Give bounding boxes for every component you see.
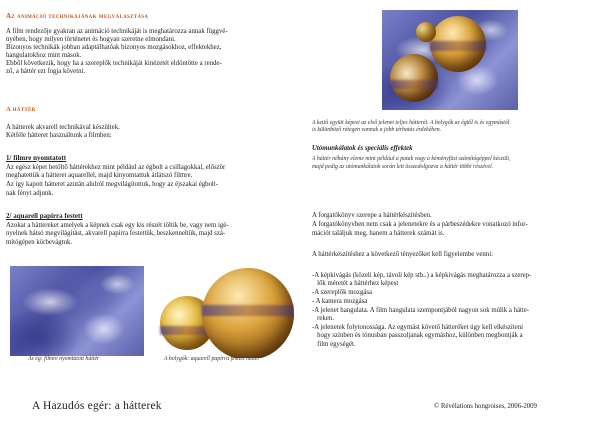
intro-line-5: Ebből következik, hogy ha a szereplők technikáját kinézetét eldöntötte a rende- bbox=[6, 60, 222, 67]
factor-line-2: lők méretét a háttérhez képest bbox=[312, 280, 399, 287]
factor-line-8: hogy színben és tónusban passzoljanak egymáshoz, különben megbontják a bbox=[312, 332, 523, 339]
copyright-notice: © Révélations hongroises, 2006-2009 bbox=[434, 403, 537, 410]
film-text-line-3: Az így kapott hátteret azután alulról megvilágítottuk, hogy az éjszakai égbolt- bbox=[6, 181, 218, 188]
intro-line-4: hangulatokhoz mint mások. bbox=[6, 52, 82, 59]
factors-intro: A háttérkészítéshez a következő tényezőket kell figyelembe venni: bbox=[312, 251, 493, 258]
script-text-line-2: A forgatókönyvben nem csak a jelenetekre és a párbeszédekre vonatkozó infor- bbox=[312, 221, 528, 228]
film-text-line-2: meghatettük a hátteret aquarellel, majd kinyomtattuk átlátszó filmre. bbox=[6, 172, 193, 179]
factor-line-7: -A jelenetek folytonossága. Az egymást követő hátteréket úgy kell elkészíteni bbox=[312, 324, 524, 331]
sky-image-caption: Az ég: filmre nyomtatott háttér bbox=[28, 356, 100, 362]
planets-image bbox=[158, 262, 294, 358]
script-text-line-3: mációt találjuk meg, hanem a hátterek számát is. bbox=[312, 230, 445, 237]
document-footer-title: A Hazudós egér: a hátterek bbox=[32, 400, 162, 412]
intro-line-6: ző, a háttér ezt fogja követni. bbox=[6, 68, 86, 75]
effects-text-line-2: majd pedig az utómunkálatok során lett összedolgozva a háttér többi részével. bbox=[312, 164, 494, 170]
scene-caption-line-1: A kettő együtt képezi az első jelenet teljes hátterét. A bolygók az égtől is és egymástól bbox=[312, 120, 510, 126]
combined-scene-image bbox=[382, 10, 518, 110]
factor-line-6: reken. bbox=[312, 315, 334, 322]
planets-image-caption: A bolygók: aquarell papírra festett háttér bbox=[164, 356, 260, 362]
subheading-film-printed: 1/ filmre nyomtatott bbox=[6, 154, 67, 162]
subheading-watercolor-paper: 2/ aquarell papírra festett bbox=[6, 212, 83, 220]
scene-caption-line-2: is különböző rétegen vannak a jobb térhatás érdekében. bbox=[312, 127, 442, 133]
intro-line-1: A film rendezője gyakran az animáció technikáját is meghatározza annak függvé- bbox=[6, 28, 228, 35]
factor-line-5: -A jelenet hangulata. A film hangulata szempontjából nagyon sok múlik a hátte- bbox=[312, 307, 530, 314]
paper-text-line-3: mítógépen körbevágtuk. bbox=[6, 239, 73, 246]
film-text-line-1: Az egész képet betöltő háttérekhez mint például az égbolt a csillagokkal, először bbox=[6, 164, 226, 171]
bg-intro-line-2: Kétféle hátteret használtunk a filmben: bbox=[6, 132, 112, 139]
paper-text-line-1: Azokat a háttereket amelyek a képnek csak egy kis részét töltik be, vagy nem igé- bbox=[6, 222, 229, 229]
paper-text-line-2: nyelnek hátsó megvilágítást, akvarell papírra festettük, beszkenneltük, majd szá- bbox=[6, 230, 226, 237]
film-text-line-4: nak fényt adjunk. bbox=[6, 190, 54, 197]
scene-planet-left bbox=[390, 54, 438, 102]
section-heading-background: A háttér bbox=[6, 106, 36, 113]
scene-planet-small bbox=[416, 22, 436, 42]
scene-planet-right bbox=[430, 16, 486, 72]
factor-line-1: -A képkivágás (közeli kép, távoli kép stb..) a képkivágás meghatározza a szerep- bbox=[312, 272, 532, 279]
intro-line-2: nyében, hogy milyen történetet és hogyan szeretne elmondani. bbox=[6, 36, 176, 43]
sky-watercolor-image bbox=[10, 266, 144, 356]
script-text-line-1: A forgatókönyv szerepe a háttérkészítésben. bbox=[312, 212, 432, 219]
effects-heading: Utómunkálatok és speciális effektek bbox=[312, 145, 413, 152]
intro-line-3: Bizonyos technikák jobban adaptálhatóak bizonyos mozgásokhoz, effektekhez, bbox=[6, 44, 222, 51]
large-planet bbox=[202, 268, 294, 358]
factor-line-4: - A kamera mozgása bbox=[312, 298, 368, 305]
factor-line-3: -A szereplők mozgása bbox=[312, 289, 373, 296]
effects-text-line-1: A háttér néhány eleme mint például a patak vagy a kéményfüst számítógéppel készült, bbox=[312, 156, 511, 162]
factor-line-9: film egységét. bbox=[312, 341, 356, 348]
bg-intro-line-1: A hátterek akvarell technikával készültek. bbox=[6, 124, 120, 131]
section-heading-technique: Az animáció technikájának megválasztása bbox=[6, 12, 149, 20]
